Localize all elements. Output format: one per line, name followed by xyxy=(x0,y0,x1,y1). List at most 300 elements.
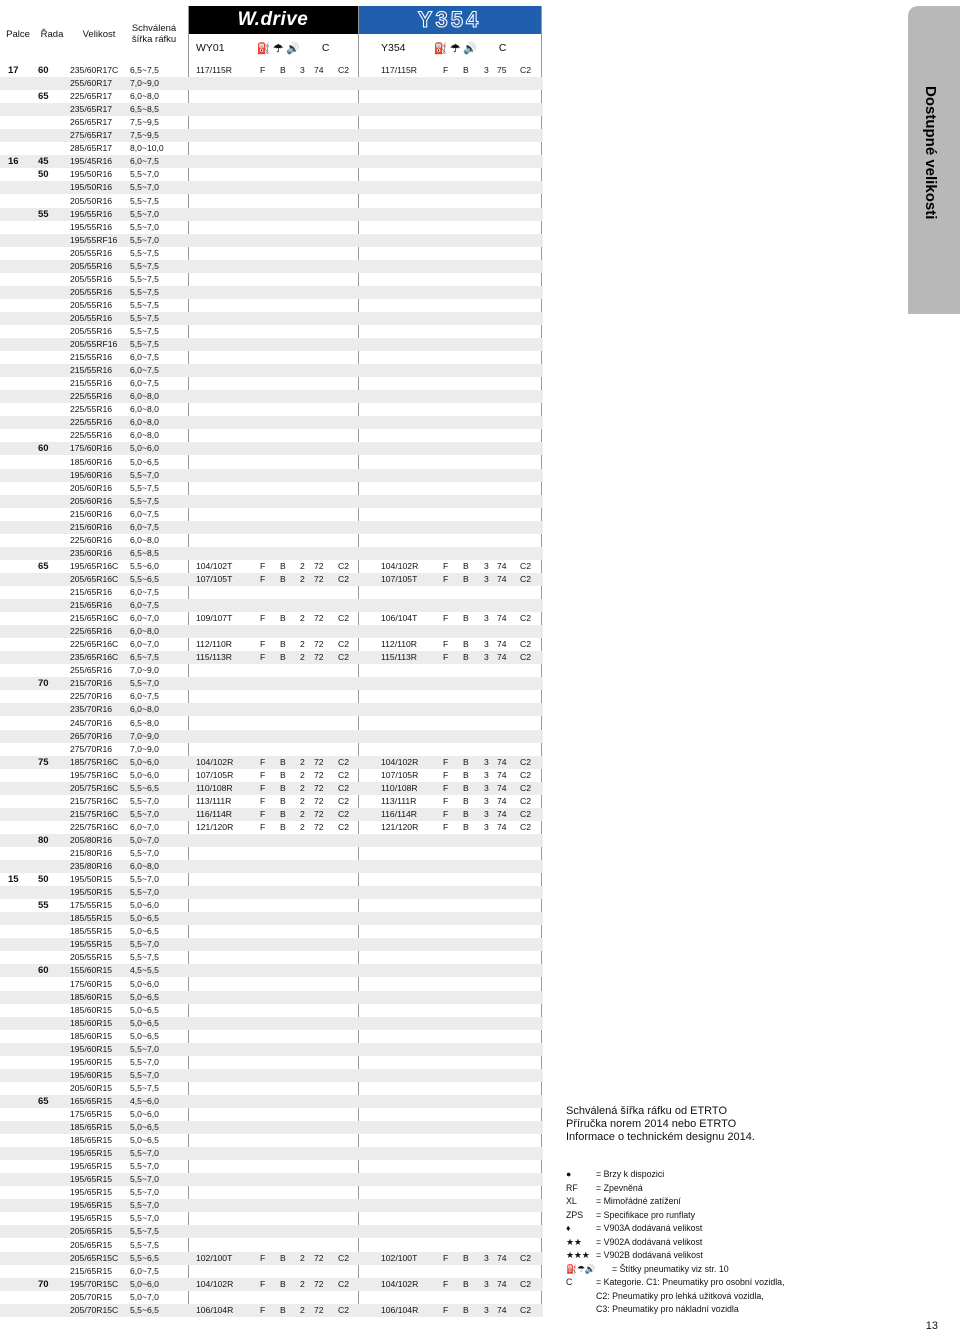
cell-velikost: 195/50R15 xyxy=(70,874,113,885)
table-row xyxy=(0,1173,543,1186)
noise-icon: 🔊 xyxy=(286,42,300,55)
cell-wy01-load-index: 104/102R xyxy=(196,1278,234,1289)
cell-y354-category: C2 xyxy=(520,808,531,819)
cell-sirka: 5,0~6,5 xyxy=(130,1017,159,1028)
table-row xyxy=(0,1147,543,1160)
cell-y354-noise-db: 74 xyxy=(497,769,507,780)
cell-sirka: 5,5~7,0 xyxy=(130,795,159,806)
cell-sirka: 6,0~7,0 xyxy=(130,613,159,624)
cell-y354-wet: B xyxy=(463,795,469,806)
cell-wy01-wet: B xyxy=(280,65,286,75)
cell-velikost: 195/65R15 xyxy=(70,1200,113,1211)
cell-sirka: 5,5~7,0 xyxy=(130,1213,159,1224)
cell-y354-wet: B xyxy=(463,1252,469,1263)
table-row xyxy=(0,964,543,977)
legend-definition: = Štítky pneumatiky viz str. 10 xyxy=(612,1263,729,1274)
cell-y354-fuel: F xyxy=(443,1252,449,1263)
cell-y354-load-index: 104/102R xyxy=(381,1278,419,1289)
cell-velikost: 205/80R16 xyxy=(70,834,113,845)
cell-sirka: 5,5~7,5 xyxy=(130,495,159,506)
note-line: Příručka norem 2014 nebo ETRTO xyxy=(566,1118,737,1130)
cell-wy01-load-index: 121/120R xyxy=(196,821,234,832)
table-row xyxy=(0,64,543,77)
cell-velikost: 195/60R15 xyxy=(70,1056,113,1067)
cell-y354-wet: B xyxy=(463,573,469,584)
table-row xyxy=(0,286,543,299)
cell-velikost: 215/70R16 xyxy=(70,678,113,689)
legend-symbol: ♦ xyxy=(566,1223,571,1233)
page-number: 13 xyxy=(925,1320,938,1332)
cell-sirka: 6,5~8,5 xyxy=(130,547,159,558)
cell-rada: 65 xyxy=(38,91,49,103)
cell-sirka: 5,5~7,5 xyxy=(130,260,159,271)
cell-sirka: 5,5~7,0 xyxy=(130,169,159,180)
table-row xyxy=(0,351,543,364)
table-row xyxy=(0,912,543,925)
cell-sirka: 7,5~9,5 xyxy=(130,117,159,128)
cell-velikost: 245/70R16 xyxy=(70,717,113,728)
legend-definition: = V903A dodávaná velikost xyxy=(596,1223,703,1233)
legend-definition: = Kategorie. C1: Pneumatiky pro osobní vozidla, xyxy=(596,1277,785,1287)
cell-y354-category: C2 xyxy=(520,65,531,75)
legend-symbol: ● xyxy=(566,1169,572,1179)
cell-velikost: 175/60R15 xyxy=(70,978,113,989)
cell-y354-noise-class: 3 xyxy=(484,573,489,584)
table-row xyxy=(0,547,543,560)
note-line: Schválená šířka ráfku od ETRTO xyxy=(566,1105,727,1117)
cell-wy01-category: C2 xyxy=(338,808,349,819)
cell-velikost: 215/65R16C xyxy=(70,613,119,624)
cell-velikost: 205/55R16 xyxy=(70,326,113,336)
cell-wy01-noise-class: 2 xyxy=(300,821,305,832)
table-row xyxy=(0,690,543,703)
cell-y354-fuel: F xyxy=(443,821,449,832)
table-row xyxy=(0,1004,543,1017)
tire-label-icons-y xyxy=(434,42,477,55)
cell-wy01-load-index: 110/108R xyxy=(196,782,233,793)
cell-sirka: 6,0~8,0 xyxy=(130,417,159,428)
cell-wy01-noise-class: 2 xyxy=(300,1304,305,1315)
table-row xyxy=(0,195,543,208)
cell-velikost: 195/60R16 xyxy=(70,469,113,480)
cell-y354-noise-class: 3 xyxy=(484,65,489,75)
legend-item xyxy=(566,1182,785,1196)
cell-velikost: 215/65R16 xyxy=(70,600,113,611)
cell-sirka: 6,0~8,0 xyxy=(130,704,159,715)
legend-item xyxy=(566,1290,785,1304)
cell-velikost: 205/65R15 xyxy=(70,1239,113,1250)
cell-wy01-load-index: 106/104R xyxy=(196,1304,234,1315)
cell-wy01-noise-db: 72 xyxy=(314,782,324,793)
rain-icon: ☂ xyxy=(273,42,284,55)
cell-sirka: 5,5~7,5 xyxy=(130,1239,159,1250)
legend-symbol: C xyxy=(566,1277,573,1287)
cell-y354-category: C2 xyxy=(520,756,531,767)
cell-wy01-category: C2 xyxy=(338,65,349,75)
cell-y354-load-index: 107/105R xyxy=(381,769,419,780)
cell-wy01-wet: B xyxy=(280,613,286,624)
cell-rada: 65 xyxy=(38,1095,49,1107)
cell-sirka: 7,0~9,0 xyxy=(130,730,159,741)
cell-sirka: 6,0~7,5 xyxy=(130,156,159,167)
legend-item xyxy=(566,1168,785,1182)
cell-y354-load-index: 107/105T xyxy=(381,573,418,584)
cell-wy01-noise-db: 72 xyxy=(314,795,324,806)
table-row xyxy=(0,1095,543,1108)
cell-y354-noise-class: 3 xyxy=(484,756,489,767)
cell-velikost: 265/65R17 xyxy=(70,117,113,128)
cell-sirka: 5,5~7,5 xyxy=(130,286,159,297)
cell-wy01-category: C2 xyxy=(338,1304,349,1315)
table-row xyxy=(0,1186,543,1199)
cell-velikost: 265/70R16 xyxy=(70,730,113,741)
cell-wy01-wet: B xyxy=(280,782,286,793)
cell-y354-noise-db: 74 xyxy=(497,1304,507,1315)
cell-y354-noise-db: 74 xyxy=(497,613,507,624)
cell-wy01-fuel: F xyxy=(260,65,266,75)
cell-wy01-noise-class: 2 xyxy=(300,782,305,793)
cell-y354-wet: B xyxy=(463,821,469,832)
cell-y354-category: C2 xyxy=(520,795,531,806)
cell-y354-noise-db: 74 xyxy=(497,795,507,806)
cell-velikost: 205/60R16 xyxy=(70,495,113,506)
cell-y354-load-index: 116/114R xyxy=(381,808,417,819)
cell-sirka: 5,0~6,0 xyxy=(130,443,159,454)
table-row xyxy=(0,599,543,612)
cell-wy01-noise-db: 72 xyxy=(314,652,324,663)
cell-y354-category: C2 xyxy=(520,560,531,571)
table-row xyxy=(0,769,543,782)
wy01-label: WY01 xyxy=(196,42,225,54)
table-row xyxy=(0,925,543,938)
table-row xyxy=(0,168,543,181)
cell-sirka: 6,5~7,5 xyxy=(130,65,159,75)
cell-palce: 16 xyxy=(8,156,19,168)
cell-velikost: 215/55R16 xyxy=(70,365,113,376)
table-row xyxy=(0,951,543,964)
cell-sirka: 5,0~6,5 xyxy=(130,1122,159,1133)
noise-icon: 🔊 xyxy=(463,42,477,55)
cell-y354-fuel: F xyxy=(443,613,449,624)
cell-sirka: 5,5~7,5 xyxy=(130,247,159,258)
cell-y354-noise-class: 3 xyxy=(484,652,489,663)
cell-y354-category: C2 xyxy=(520,821,531,832)
cell-wy01-noise-db: 72 xyxy=(314,573,324,584)
cell-velikost: 195/60R15 xyxy=(70,1069,113,1080)
cell-wy01-noise-db: 72 xyxy=(314,1278,324,1289)
legend-symbol: ZPS xyxy=(566,1209,584,1220)
cell-velikost: 185/75R16C xyxy=(70,756,119,767)
cell-y354-noise-db: 74 xyxy=(497,1278,507,1289)
cell-sirka: 5,5~7,5 xyxy=(130,482,159,493)
cell-velikost: 215/55R16 xyxy=(70,352,113,363)
cell-sirka: 6,0~7,5 xyxy=(130,1265,159,1276)
cell-velikost: 185/60R15 xyxy=(70,1017,113,1028)
cell-sirka: 5,5~7,5 xyxy=(130,1226,159,1237)
table-row xyxy=(0,273,543,286)
cell-sirka: 5,0~7,0 xyxy=(130,834,159,845)
cell-sirka: 5,0~6,0 xyxy=(130,900,159,911)
tire-label-icons: ⛽☂🔊 xyxy=(566,1263,596,1274)
cell-wy01-noise-db: 72 xyxy=(314,808,324,819)
table-row xyxy=(0,403,543,416)
cell-wy01-noise-class: 2 xyxy=(300,560,305,571)
cell-velikost: 205/65R15C xyxy=(70,1252,119,1263)
cell-wy01-wet: B xyxy=(280,808,286,819)
cell-velikost: 235/65R16C xyxy=(70,652,119,663)
legend-definition: = Mimořádné zatížení xyxy=(596,1196,681,1206)
cell-wy01-fuel: F xyxy=(260,613,266,624)
cell-sirka: 5,5~7,0 xyxy=(130,221,159,232)
cell-velikost: 195/65R15 xyxy=(70,1213,113,1224)
cell-velikost: 185/60R15 xyxy=(70,1030,113,1041)
cell-wy01-noise-db: 72 xyxy=(314,560,324,571)
cell-sirka: 5,0~6,5 xyxy=(130,913,159,924)
legend-symbol: ★★ xyxy=(566,1236,582,1247)
table-row xyxy=(0,508,543,521)
cell-velikost: 275/65R17 xyxy=(70,130,113,141)
cell-velikost: 225/65R16 xyxy=(70,626,113,637)
cell-velikost: 195/50R15 xyxy=(70,887,113,898)
cell-velikost: 215/55R16 xyxy=(70,378,113,389)
cell-velikost: 195/65R16C xyxy=(70,560,119,571)
cell-velikost: 195/75R16C xyxy=(70,769,119,780)
table-row xyxy=(0,247,543,260)
table-row xyxy=(0,743,543,756)
cell-wy01-wet: B xyxy=(280,756,286,767)
cell-y354-category: C2 xyxy=(520,613,531,624)
table-row xyxy=(0,1017,543,1030)
cell-wy01-fuel: F xyxy=(260,821,266,832)
cell-velikost: 285/65R17 xyxy=(70,143,113,154)
cell-sirka: 5,5~6,0 xyxy=(130,560,159,571)
cell-sirka: 5,5~6,5 xyxy=(130,1252,159,1263)
cell-velikost: 205/65R15 xyxy=(70,1226,113,1237)
cell-y354-load-index: 106/104R xyxy=(381,1304,419,1315)
cell-y354-wet: B xyxy=(463,652,469,663)
cell-sirka: 5,5~6,5 xyxy=(130,1304,159,1315)
table-row xyxy=(0,1239,543,1252)
cell-velikost: 195/65R15 xyxy=(70,1148,113,1159)
cell-y354-category: C2 xyxy=(520,782,531,793)
cell-rada: 75 xyxy=(38,756,49,768)
cell-y354-fuel: F xyxy=(443,573,449,584)
cell-velikost: 185/65R15 xyxy=(70,1135,113,1146)
cell-sirka: 5,0~6,0 xyxy=(130,769,159,780)
cell-wy01-wet: B xyxy=(280,795,286,806)
cell-palce: 15 xyxy=(8,874,19,886)
cell-velikost: 185/55R15 xyxy=(70,926,113,937)
cell-sirka: 5,5~7,5 xyxy=(130,195,159,206)
cell-sirka: 5,5~7,5 xyxy=(130,273,159,284)
table-row xyxy=(0,899,543,912)
cell-sirka: 5,0~6,0 xyxy=(130,1109,159,1119)
table-row xyxy=(0,116,543,129)
cell-velikost: 215/60R16 xyxy=(70,521,113,532)
table-row xyxy=(0,1212,543,1225)
table-row xyxy=(0,664,543,677)
cell-sirka: 7,5~9,5 xyxy=(130,130,159,141)
cell-y354-noise-db: 75 xyxy=(497,65,507,75)
table-row xyxy=(0,1056,543,1069)
legend-item xyxy=(566,1222,785,1236)
cell-wy01-wet: B xyxy=(280,639,286,650)
cell-wy01-fuel: F xyxy=(260,639,266,650)
cell-rada: 45 xyxy=(38,156,49,168)
cell-velikost: 225/65R17 xyxy=(70,91,113,102)
cell-y354-fuel: F xyxy=(443,769,449,780)
table-row xyxy=(0,1108,543,1121)
cell-wy01-wet: B xyxy=(280,1304,286,1315)
legend-item xyxy=(566,1209,785,1223)
cell-y354-wet: B xyxy=(463,639,469,650)
cell-wy01-fuel: F xyxy=(260,808,266,819)
legend-symbol: RF xyxy=(566,1182,578,1193)
legend xyxy=(566,1168,785,1317)
side-tab-label: Dostupné velikosti xyxy=(922,86,939,220)
table-row xyxy=(0,991,543,1004)
cell-velikost: 215/65R16 xyxy=(70,587,113,597)
table-row xyxy=(0,1291,543,1304)
cell-y354-noise-db: 74 xyxy=(497,808,507,819)
cell-velikost: 205/65R16C xyxy=(70,573,119,584)
legend-item xyxy=(566,1195,785,1209)
cell-velikost: 235/60R16 xyxy=(70,547,113,558)
cell-velikost: 225/70R16 xyxy=(70,691,113,702)
cell-velikost: 255/65R16 xyxy=(70,665,113,676)
table-row xyxy=(0,442,543,455)
legend-definition: = V902B dodávaná velikost xyxy=(596,1250,703,1260)
table-row xyxy=(0,834,543,847)
cell-wy01-load-index: 102/100T xyxy=(196,1252,233,1263)
cell-velikost: 205/75R16C xyxy=(70,782,119,793)
cell-y354-noise-class: 3 xyxy=(484,639,489,650)
cell-velikost: 205/55R15 xyxy=(70,952,113,963)
cell-sirka: 6,0~8,0 xyxy=(130,404,159,415)
cell-velikost: 225/75R16C xyxy=(70,821,119,832)
table-row xyxy=(0,416,543,429)
cell-y354-category: C2 xyxy=(520,573,531,584)
cell-sirka: 6,0~7,0 xyxy=(130,821,159,832)
cell-wy01-category: C2 xyxy=(338,560,349,571)
table-row xyxy=(0,221,543,234)
cell-velikost: 195/70R15C xyxy=(70,1278,119,1289)
table-row xyxy=(0,1082,543,1095)
cell-sirka: 5,0~6,5 xyxy=(130,456,159,467)
cell-sirka: 5,5~7,0 xyxy=(130,469,159,480)
table-row xyxy=(0,1252,543,1265)
col-velikost: Velikost xyxy=(82,28,116,40)
y354-logo: Y354 xyxy=(358,6,541,34)
col-sirka: Schválená šířka ráfku xyxy=(131,23,177,45)
cell-y354-load-index: 110/108R xyxy=(381,782,418,793)
cell-sirka: 5,0~6,5 xyxy=(130,1030,159,1041)
cell-velikost: 225/55R16 xyxy=(70,430,113,441)
cell-wy01-category: C2 xyxy=(338,573,349,584)
cell-sirka: 6,0~7,5 xyxy=(130,587,159,597)
cell-sirka: 5,5~7,5 xyxy=(130,312,159,323)
table-row xyxy=(0,142,543,155)
cell-wy01-category: C2 xyxy=(338,821,349,832)
wy01-c-label: C xyxy=(321,42,330,54)
table-row xyxy=(0,155,543,168)
cell-wy01-wet: B xyxy=(280,573,286,584)
cell-y354-wet: B xyxy=(463,1278,469,1289)
cell-sirka: 5,0~6,5 xyxy=(130,991,159,1002)
cell-velikost: 255/60R17 xyxy=(70,78,113,89)
note-line: Informace o technickém designu 2014. xyxy=(566,1131,755,1143)
cell-sirka: 5,5~7,0 xyxy=(130,678,159,689)
cell-y354-noise-class: 3 xyxy=(484,795,489,806)
cell-y354-load-index: 117/115R xyxy=(381,65,417,75)
cell-y354-noise-class: 3 xyxy=(484,821,489,832)
cell-wy01-noise-db: 72 xyxy=(314,1252,324,1263)
cell-velikost: 195/65R15 xyxy=(70,1174,113,1185)
cell-velikost: 205/55R16 xyxy=(70,312,113,323)
table-row xyxy=(0,208,543,221)
wdrive-logo: W.drive xyxy=(188,6,358,34)
table-row xyxy=(0,978,543,991)
cell-y354-load-index: 121/120R xyxy=(381,821,419,832)
cell-wy01-category: C2 xyxy=(338,1278,349,1289)
cell-velikost: 185/65R15 xyxy=(70,1122,113,1133)
cell-sirka: 5,5~7,0 xyxy=(130,939,159,950)
table-row xyxy=(0,703,543,716)
cell-y354-noise-db: 74 xyxy=(497,560,507,571)
cell-wy01-load-index: 117/115R xyxy=(196,65,232,75)
cell-rada: 70 xyxy=(38,678,49,690)
table-row xyxy=(0,1121,543,1134)
table-row xyxy=(0,482,543,495)
cell-sirka: 6,0~8,0 xyxy=(130,391,159,402)
table-row xyxy=(0,782,543,795)
table-row xyxy=(0,847,543,860)
cell-sirka: 5,5~7,0 xyxy=(130,208,159,219)
cell-wy01-load-index: 115/113R xyxy=(196,652,232,663)
table-row xyxy=(0,299,543,312)
table-row xyxy=(0,429,543,442)
table-row xyxy=(0,886,543,899)
wy01-subheader xyxy=(196,34,356,62)
cell-sirka: 6,0~7,5 xyxy=(130,352,159,363)
cell-sirka: 5,5~7,5 xyxy=(130,1082,159,1093)
cell-wy01-noise-db: 72 xyxy=(314,639,324,650)
cell-y354-fuel: F xyxy=(443,65,449,75)
table-row xyxy=(0,1199,543,1212)
cell-wy01-load-index: 104/102R xyxy=(196,756,234,767)
cell-y354-fuel: F xyxy=(443,639,449,650)
cell-velikost: 205/60R15 xyxy=(70,1082,113,1093)
cell-velikost: 235/80R16 xyxy=(70,861,113,872)
cell-rada: 70 xyxy=(38,1278,49,1290)
cell-y354-noise-db: 74 xyxy=(497,652,507,663)
legend-item xyxy=(566,1249,785,1263)
legend-item xyxy=(566,1276,785,1290)
cell-velikost: 215/65R15 xyxy=(70,1265,113,1276)
cell-y354-wet: B xyxy=(463,65,469,75)
cell-wy01-load-index: 107/105R xyxy=(196,769,234,780)
cell-y354-wet: B xyxy=(463,756,469,767)
cell-wy01-fuel: F xyxy=(260,795,266,806)
cell-sirka: 5,5~7,0 xyxy=(130,1069,159,1080)
cell-sirka: 4,5~5,5 xyxy=(130,965,159,976)
table-row xyxy=(0,730,543,743)
table-row xyxy=(0,1069,543,1082)
cell-rada: 60 xyxy=(38,443,49,455)
side-tab xyxy=(908,6,960,314)
cell-wy01-wet: B xyxy=(280,652,286,663)
cell-palce: 17 xyxy=(8,65,19,76)
